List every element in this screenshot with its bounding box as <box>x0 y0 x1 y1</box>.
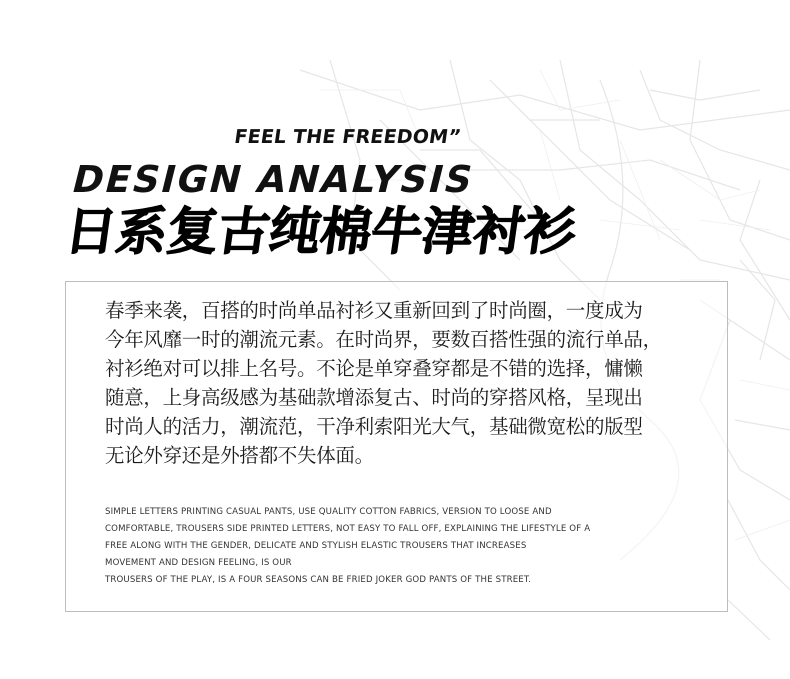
description-en-line: SIMPLE LETTERS PRINTING CASUAL PANTS, USE QUALITY COTTON FABRICS, VERSION TO LOOSE AND <box>105 507 552 517</box>
description-en <box>105 504 590 589</box>
description-en-line: FREE ALONG WITH THE GENDER, DELICATE AND STYLISH ELASTIC TROUSERS THAT INCREASES <box>105 541 527 551</box>
description-cn-line: 衬衫绝对可以排上名号。不论是单穿叠穿都是不错的选择，慵懒 <box>105 357 643 380</box>
description-cn-line: 今年风靡一时的潮流元素。在时尚界，要数百搭性强的流行单品， <box>105 328 662 351</box>
description-en-line: COMFORTABLE, TROUSERS SIDE PRINTED LETTERS, NOT EASY TO FALL OFF, EXPLAINING THE LIFESTYLE OF A <box>105 524 591 534</box>
description-box <box>65 281 728 612</box>
description-cn <box>105 296 662 470</box>
description-en-line: MOVEMENT AND DESIGN FEELING, IS OUR <box>105 558 292 568</box>
description-cn-line: 无论外穿还是外搭都不失体面。 <box>105 444 374 467</box>
product-title-cn: 日系复古纯棉牛津衬衫 <box>61 203 580 262</box>
description-cn-line: 随意，上身高级感为基础款增添复古、时尚的穿搭风格，呈现出 <box>105 386 643 409</box>
description-cn-line: 时尚人的活力，潮流范，干净利索阳光大气，基础微宽松的版型 <box>105 415 643 438</box>
description-en-line: TROUSERS OF THE PLAY, IS A FOUR SEASONS CAN BE FRIED JOKER GOD PANTS OF THE STREET. <box>105 575 532 585</box>
headline-design-analysis: DESIGN ANALYSIS <box>67 158 480 201</box>
tagline-feel-the-freedom: FEEL THE FREEDOM” <box>232 126 463 148</box>
description-cn-line: 春季来袭，百搭的时尚单品衬衫又重新回到了时尚圈，一度成为 <box>105 299 643 322</box>
